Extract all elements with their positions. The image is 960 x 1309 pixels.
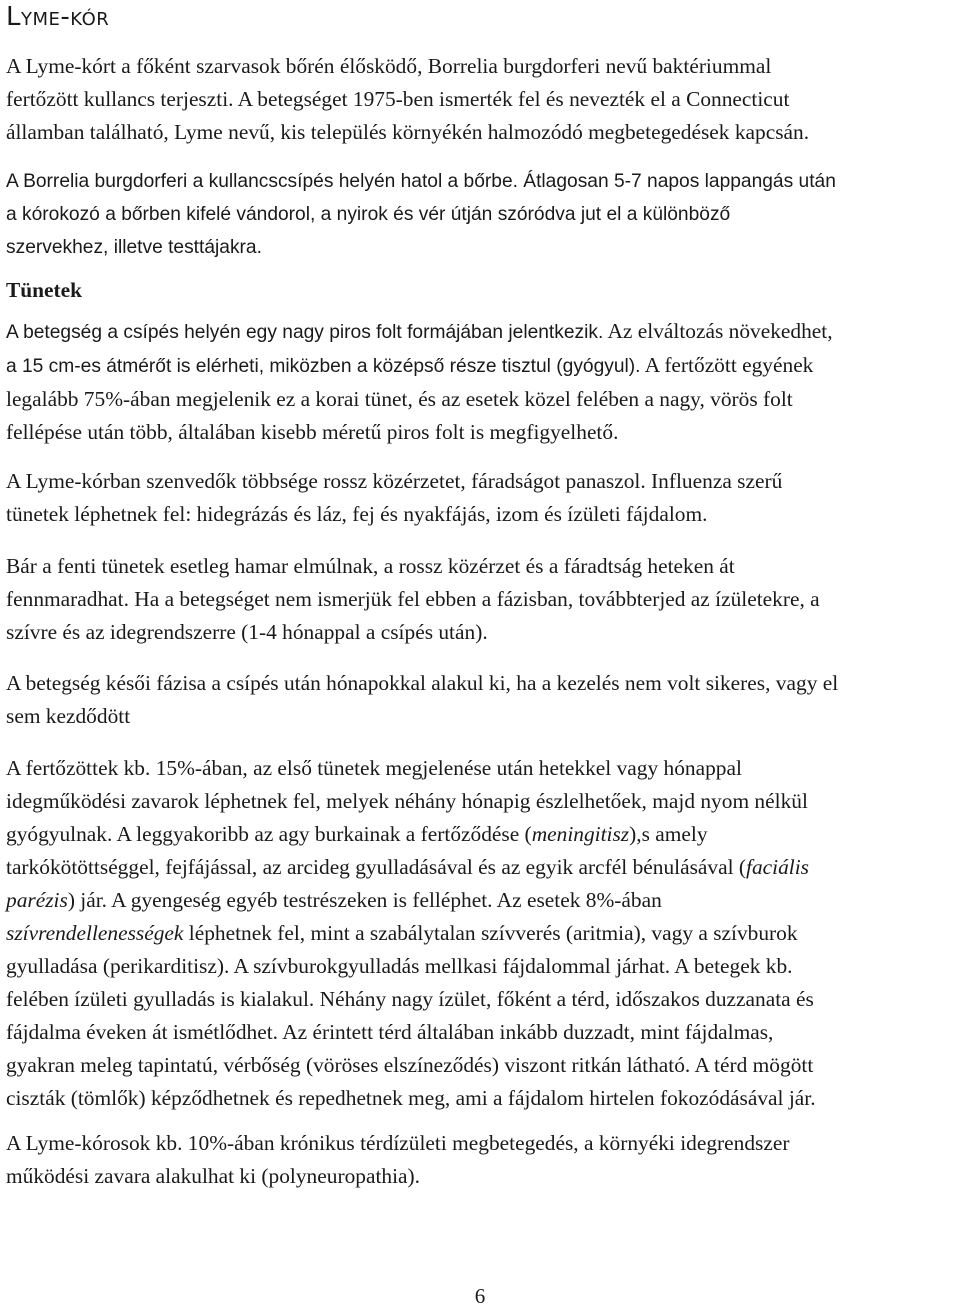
symptoms-paragraph-2 — [6, 465, 954, 531]
term-paresis: parézis — [6, 888, 68, 912]
spread-line: a kórokozó a bőrben kifelé vándorol, a nyirok és vér útján szóródva jut el a különböző — [6, 204, 731, 225]
spread-paragraph — [6, 165, 954, 264]
spread-line: szervekhez, illetve testtájakra. — [6, 237, 262, 258]
late-details-line: felében ízületi gyulladás is kialakul. Néhány nagy ízület, főként a térd, időszakos duzzanata és — [6, 987, 814, 1011]
symptoms-text: A betegség a csípés helyén egy nagy piros folt formájában jelentkezik. — [6, 322, 604, 343]
page-title: Lyme-kór — [6, 2, 110, 32]
late-details-paragraph — [6, 752, 954, 1115]
intro-line: A Lyme-kórt a főként szarvasok bőrén élősködő, Borrelia burgdorferi nevű baktériummal — [6, 54, 772, 78]
chronic-line: A Lyme-kórosok kb. 10%-ában krónikus térdízületi megbetegedés, a környéki idegrendszer — [6, 1131, 790, 1155]
symptoms-line: fennmaradhat. Ha a betegséget nem ismerjük fel ebben a fázisban, továbbterjed az ízületekre, a — [6, 587, 820, 611]
intro-line: fertőzött kullancs terjeszti. A betegséget 1975-ben ismerték fel és nevezték el a Connecticut — [6, 87, 790, 111]
late-details-line: gyulladása (perikarditisz). A szívburokgyulladás mellkasi fájdalommal járhat. A betegek kb. — [6, 954, 793, 978]
late-phase-paragraph — [6, 667, 954, 733]
symptoms-text: A fertőzött egyének — [640, 353, 814, 377]
late-details-text: gyógyulnak. A leggyakoribb az agy burkainak a fertőződése ( — [6, 822, 532, 846]
symptoms-paragraph-3 — [6, 550, 954, 649]
spread-line: A Borrelia burgdorferi a kullancscsípés helyén hatol a bőrbe. Átlagosan 5-7 napos lappangás után — [6, 171, 836, 192]
late-details-text: tarkókötöttséggel, fejfájással, az arcideg gyulladásával és az egyik arcfél bénulásával ( — [6, 855, 747, 879]
term-facialis: faciális — [746, 855, 809, 879]
late-details-text: ),s amely — [629, 822, 708, 846]
late-details-line: A fertőzöttek kb. 15%-ában, az első tünetek megjelenése után hetekkel vagy hónappal — [6, 756, 742, 780]
term-meningitis: meningitisz — [531, 822, 630, 846]
late-details-text: ) jár. A gyengeség egyéb testrészeken is felléphet. Az esetek 8%-ában — [67, 888, 662, 912]
late-phase-line: A betegség késői fázisa a csípés után hónapokkal alakul ki, ha a kezelés nem volt sikeres, vagy el — [6, 671, 839, 695]
late-details-line: idegműködési zavarok léphetnek fel, melyek néhány hónapig észlelhetőek, majd nyom nélkül — [6, 789, 808, 813]
symptoms-paragraph-1 — [6, 315, 954, 449]
symptoms-text: fellépése után több, általában kisebb méretű piros folt is megfigyelhető. — [6, 420, 619, 444]
symptoms-line: szívre és az idegrendszerre (1-4 hónappal a csípés után). — [6, 620, 488, 644]
symptoms-line: tünetek léphetnek fel: hidegrázás és láz, fej és nyakfájás, izom és ízületi fájdalom. — [6, 502, 708, 526]
symptoms-line: Bár a fenti tünetek esetleg hamar elmúlnak, a rossz közérzet és a fáradtság heteken át — [6, 554, 735, 578]
late-details-line: gyakran meleg tapintatú, vérbőség (vöröses elszíneződés) viszont ritkán látható. A térd mögött — [6, 1053, 814, 1077]
symptoms-text: a 15 cm-es átmérőt is elérheti, miközben a középső része tisztul (gyógyul). — [6, 356, 641, 377]
term-heart-disorders: szívrendellenességek — [6, 921, 184, 945]
intro-line: államban található, Lyme nevű, kis település környékén halmozódó megbetegedések kapcsán. — [6, 120, 810, 144]
chronic-paragraph — [6, 1127, 954, 1193]
symptoms-line: A Lyme-kórban szenvedők többsége rossz közérzetet, fáradságot panaszol. Influenza szerű — [6, 469, 783, 493]
intro-paragraph — [6, 50, 954, 149]
section-heading-symptoms: Tünetek — [6, 278, 83, 302]
late-details-text: léphetnek fel, mint a szabálytalan szívverés (aritmia), vagy a szívburok — [183, 921, 798, 945]
chronic-line: működési zavara alakulhat ki (polyneuropathia). — [6, 1164, 420, 1188]
symptoms-text: Az elváltozás növekedhet, — [603, 319, 833, 343]
late-details-line: ciszták (tömlők) képződhetnek és repedhetnek meg, ami a fájdalom hirtelen fokozódásával jár. — [6, 1086, 816, 1110]
late-phase-line: sem kezdődött — [6, 704, 131, 728]
late-details-line: fájdalma éveken át ismétlődhet. Az érintett térd általában inkább duzzadt, mint fájdalmas, — [6, 1020, 774, 1044]
symptoms-text: legalább 75%-ában megjelenik ez a korai tünet, és az esetek közel felében a nagy, vörös folt — [6, 387, 793, 411]
page-number: 6 — [474, 1284, 486, 1308]
